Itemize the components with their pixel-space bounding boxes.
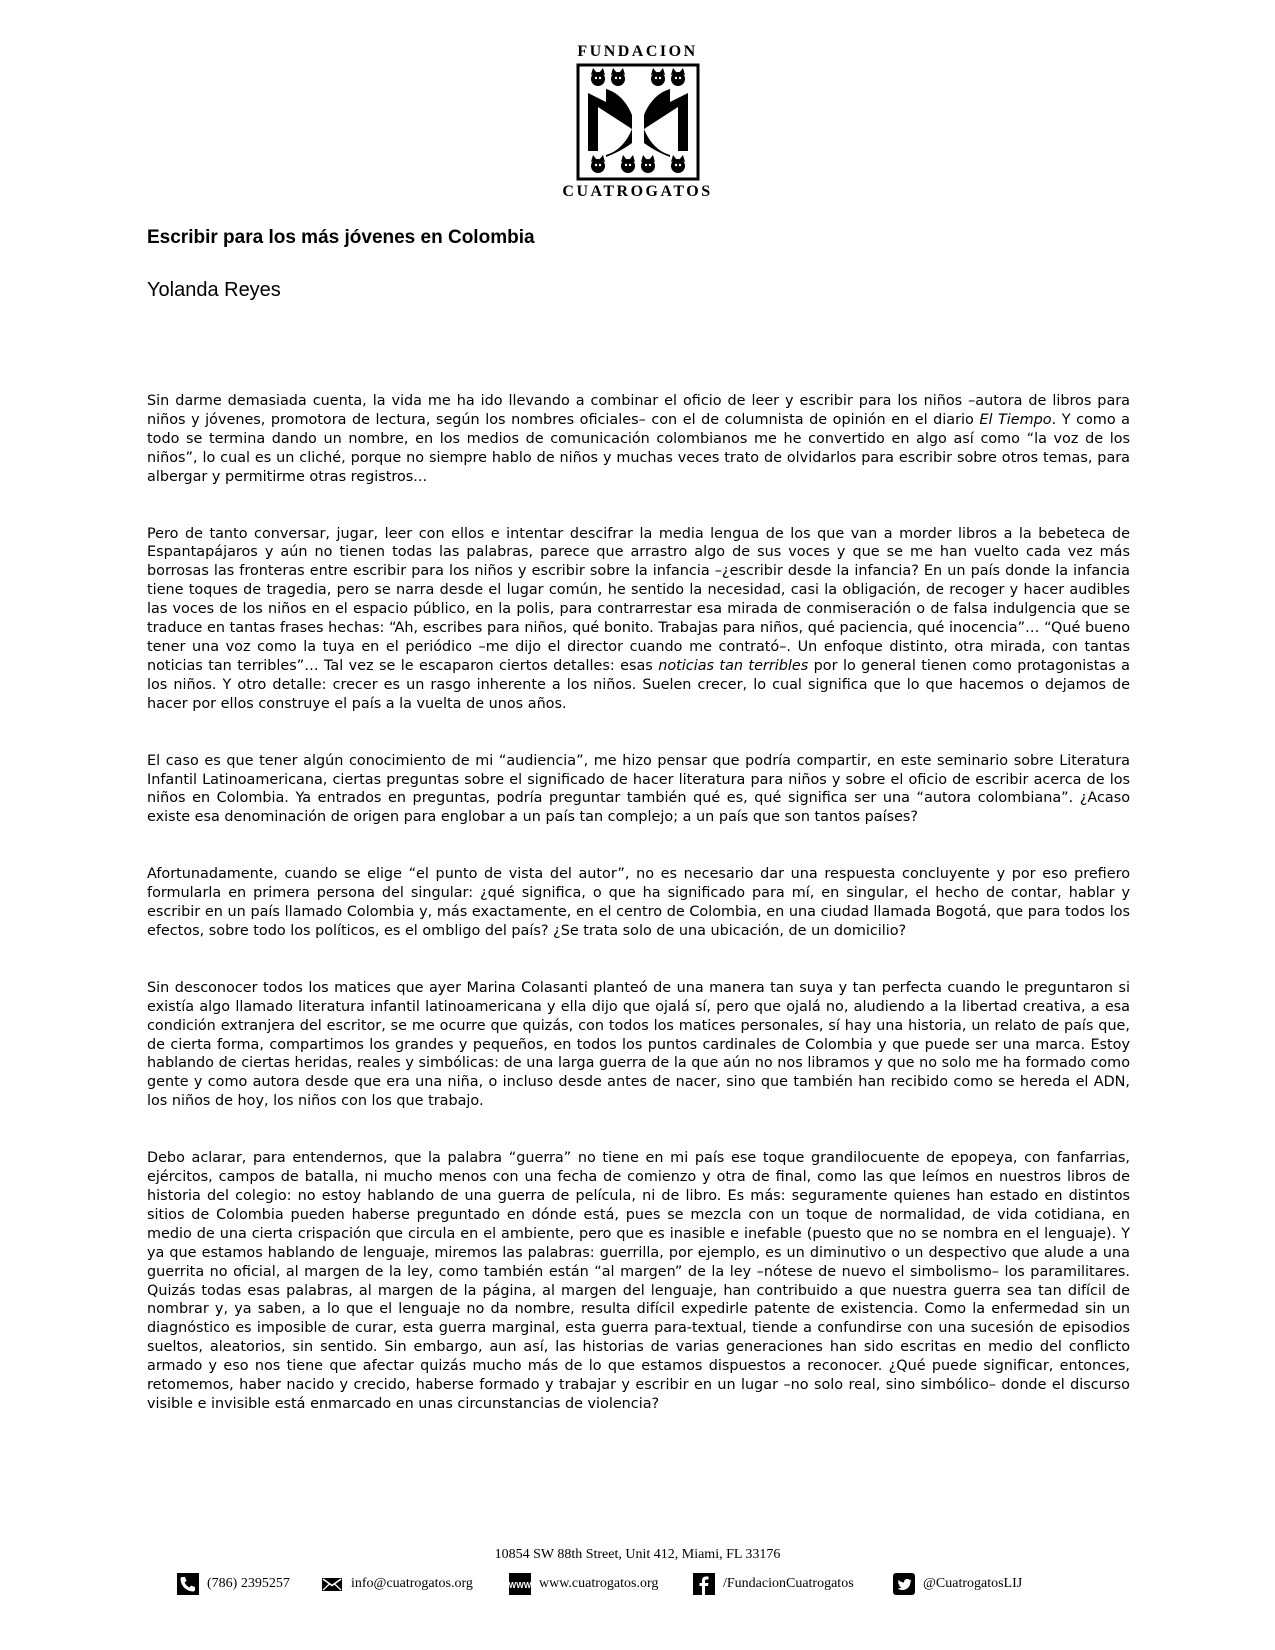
facebook-icon bbox=[693, 1573, 715, 1595]
cuatrogatos-emblem-icon bbox=[576, 63, 700, 181]
phone-icon bbox=[177, 1573, 199, 1595]
contact-website[interactable] bbox=[509, 1573, 658, 1595]
envelope-icon bbox=[321, 1573, 343, 1595]
paragraph-text: por lo general tienen como protagonistas a los niños. Y otro detalle: crecer es un rasgo inherente a los niños. Suelen crecer, lo cual significa que lo que hacemos o dejamos de hacer por ellos construye el país a la vuelta de unos años. bbox=[147, 657, 1130, 712]
svg-text:WWW: WWW bbox=[509, 1581, 531, 1590]
paragraph-text: . Y como a todo se termina dando un nombre, en los medios de comunicación colombianos me he convertido en algo así como “la voz de los niños”, lo cual es un cliché, porque no siempre hablo de niños y muchas veces trato de olvidarlos para escribir sobre otros temas, para albergar y permitirme otras registros... bbox=[147, 411, 1130, 485]
contact-email[interactable] bbox=[321, 1573, 473, 1595]
document-author: Yolanda Reyes bbox=[147, 279, 281, 301]
contact-email-text[interactable]: info@cuatrogatos.org bbox=[351, 1576, 473, 1591]
logo-bottom-text: CUATROGATOS bbox=[562, 183, 713, 200]
italic-text: El Tiempo bbox=[979, 411, 1052, 428]
contact-twitter-text[interactable]: @CuatrogatosLIJ bbox=[923, 1576, 1023, 1591]
contact-phone-text: (786) 2395257 bbox=[207, 1576, 290, 1591]
logo-top-text: FUNDACION bbox=[577, 43, 698, 60]
contact-facebook[interactable] bbox=[693, 1573, 854, 1595]
document-title: Escribir para los más jóvenes en Colombia bbox=[147, 227, 535, 248]
document-body bbox=[147, 392, 1130, 1452]
italic-text: noticias tan terribles bbox=[658, 657, 809, 674]
paragraph-text: Sin darme demasiada cuenta, la vida me ha ido llevando a combinar el oficio de leer y escribir para los niños –autora de libros para niños y jóvenes, promotora de lectura, según los nombres oficiales– con el de columnista de opinión en el diario bbox=[147, 393, 1130, 428]
body-paragraph bbox=[147, 392, 1130, 487]
body-paragraph bbox=[147, 525, 1130, 714]
footer-contacts bbox=[0, 1573, 1275, 1603]
web-icon bbox=[509, 1573, 531, 1595]
contact-facebook-text[interactable]: /FundacionCuatrogatos bbox=[723, 1576, 854, 1591]
paragraph-text: Debo aclarar, para entendernos, que la palabra “guerra” no tiene en mi país ese toque grandilocuente de epopeya, con fanfarrias, ejércitos, campos de batalla, ni mucho menos con una fecha de comienzo y otra de final, como las que leímos en nuestros libros de historia del colegio: no estoy hablando de una guerra de película, ni de libro. Es más: seguramente quienes han estado en distintos sitios de Colombia pueden haberse preguntado en dónde está, pues se mezcla con un toque de normalidad, de vida cotidiana, en medio de una cierta crispación que circula en el ambiente, pero que es inasible e inefable (puesto que no se nombra en el lenguaje). Y ya que estamos hablando de lenguaje, miremos las palabras: guerrilla, por ejemplo, es un diminutivo o un despectivo que alude a una guerrita no oficial, al margen de la ley, como también están “al margen” de la ley –nótese de nuevo el simbolismo– los paramilitares. Quizás todas esas palabras, al margen de la página, al margen del lenguaje, han contribuido a que nuestra guerra sea tan difícil de nombrar y, ya saben, a lo que el lenguaje no da nombre, resulta difícil expedirle patente de existencia. Como la enfermedad sin un diagnóstico es imposible de curar, esta guerra marginal, esta guerra para-textual, tiende a confundirse con una sucesión de episodios sueltos, aleatorios, sin sentido. Sin embargo, aun así, las historias de varias generaciones han sido escritas en medio del conflicto armado y eso nos tiene que afectar quizás mucho más de lo que estamos dispuestos a reconocer. ¿Qué puede significar, entonces, retomemos, haber nacido y crecido, haberse formado y trabajar y escribir en un lugar –no solo real, sino simbólico– donde el discurso visible e invisible está enmarcado en unas circunstancias de violencia? bbox=[147, 1150, 1130, 1412]
paragraph-text: Pero de tanto conversar, jugar, leer con ellos e intentar descifrar la media lengua de los que van a morder libros a la bebeteca de Espantapájaros y aún no tienen todas las palabras, parece que arrastro algo de sus voces y que se me han vuelto cada vez más borrosas las fronteras entre escribir para los niños y escribir sobre la infancia –¿escribir desde la infancia? En un país donde la infancia tiene toques de tragedia, pero se narra desde el lugar común, he sentido la necesidad, casi la obligación, de recoger y hacer audibles las voces de los niños en el espacio público, en la polis, para contrarrestar esa mirada de conmiseración o de falsa indulgencia que se traduce en tantas frases hechas: “Ah, escribes para niños, qué bonito. Trabajas para niños, qué paciencia, qué inocencia”… “Qué bueno tener una voz como la tuya en el periódico –me dijo el director cuando me contrató–. Un enfoque distinto, otra mirada, con tantas noticias tan terribles”… Tal vez se le escaparon ciertos detalles: esas bbox=[147, 525, 1130, 674]
twitter-icon bbox=[893, 1573, 915, 1595]
paragraph-text: El caso es que tener algún conocimiento de mi “audiencia”, me hizo pensar que podría compartir, en este seminario sobre Literatura Infantil Latinoamericana, ciertas preguntas sobre el significado de hacer literatura para niños y sobre el oficio de escribir acerca de los niños en Colombia. Ya entrados en preguntas, podría preguntar también qué es, qué significa ser una “autora colombiana”. ¿Acaso existe esa denominación de origen para englobar a un país tan complejo; a un país que son tantos países? bbox=[147, 752, 1130, 826]
body-paragraph bbox=[147, 752, 1130, 828]
footer-address: 10854 SW 88th Street, Unit 412, Miami, FL 33176 bbox=[494, 1547, 781, 1562]
contact-twitter[interactable] bbox=[893, 1573, 1022, 1595]
foundation-logo bbox=[560, 43, 715, 200]
paragraph-text: Afortunadamente, cuando se elige “el punto de vista del autor”, no es necesario dar una respuesta concluyente y por eso prefiero formularla en primera persona del singular: ¿qué significa, o que ha significado para mí, en singular, el hecho de contar, hablar y escribir en un país llamado Colombia y, más exactamente, en el centro de Colombia, en una ciudad llamada Bogotá, que para todos los efectos, sobre todo los políticos, es el ombligo del país? ¿Se trata solo de una ubicación, de un domicilio? bbox=[147, 866, 1130, 939]
body-paragraph bbox=[147, 865, 1130, 941]
contact-phone bbox=[177, 1573, 290, 1595]
paragraph-text: Sin desconocer todos los matices que ayer Marina Colasanti planteó de una manera tan suya y tan perfecta cuando le preguntaron si existía algo llamado literatura infantil latinoamericana y ella dijo que ojalá sí, pero que ojalá no, aludiendo a la libertad creativa, a esa condición extranjera del escritor, se me ocurre que quizás, con todos los matices personales, sí hay una historia, un relato de país que, de cierta forma, compartimos los grandes y pequeños, en todos los puntos cardinales de Colombia y que puede ser una marca. Estoy hablando de ciertas heridas, reales y simbólicas: de una larga guerra de la que aún no nos libramos y que no solo me ha formado como gente y como autora desde que era una niña, o incluso desde antes de nacer, sino que también han recibido como se hereda el ADN, los niños de hoy, los niños con los que trabajo. bbox=[147, 979, 1130, 1110]
contact-website-text[interactable]: www.cuatrogatos.org bbox=[539, 1576, 659, 1591]
body-paragraph bbox=[147, 979, 1130, 1111]
body-paragraph bbox=[147, 1149, 1130, 1414]
